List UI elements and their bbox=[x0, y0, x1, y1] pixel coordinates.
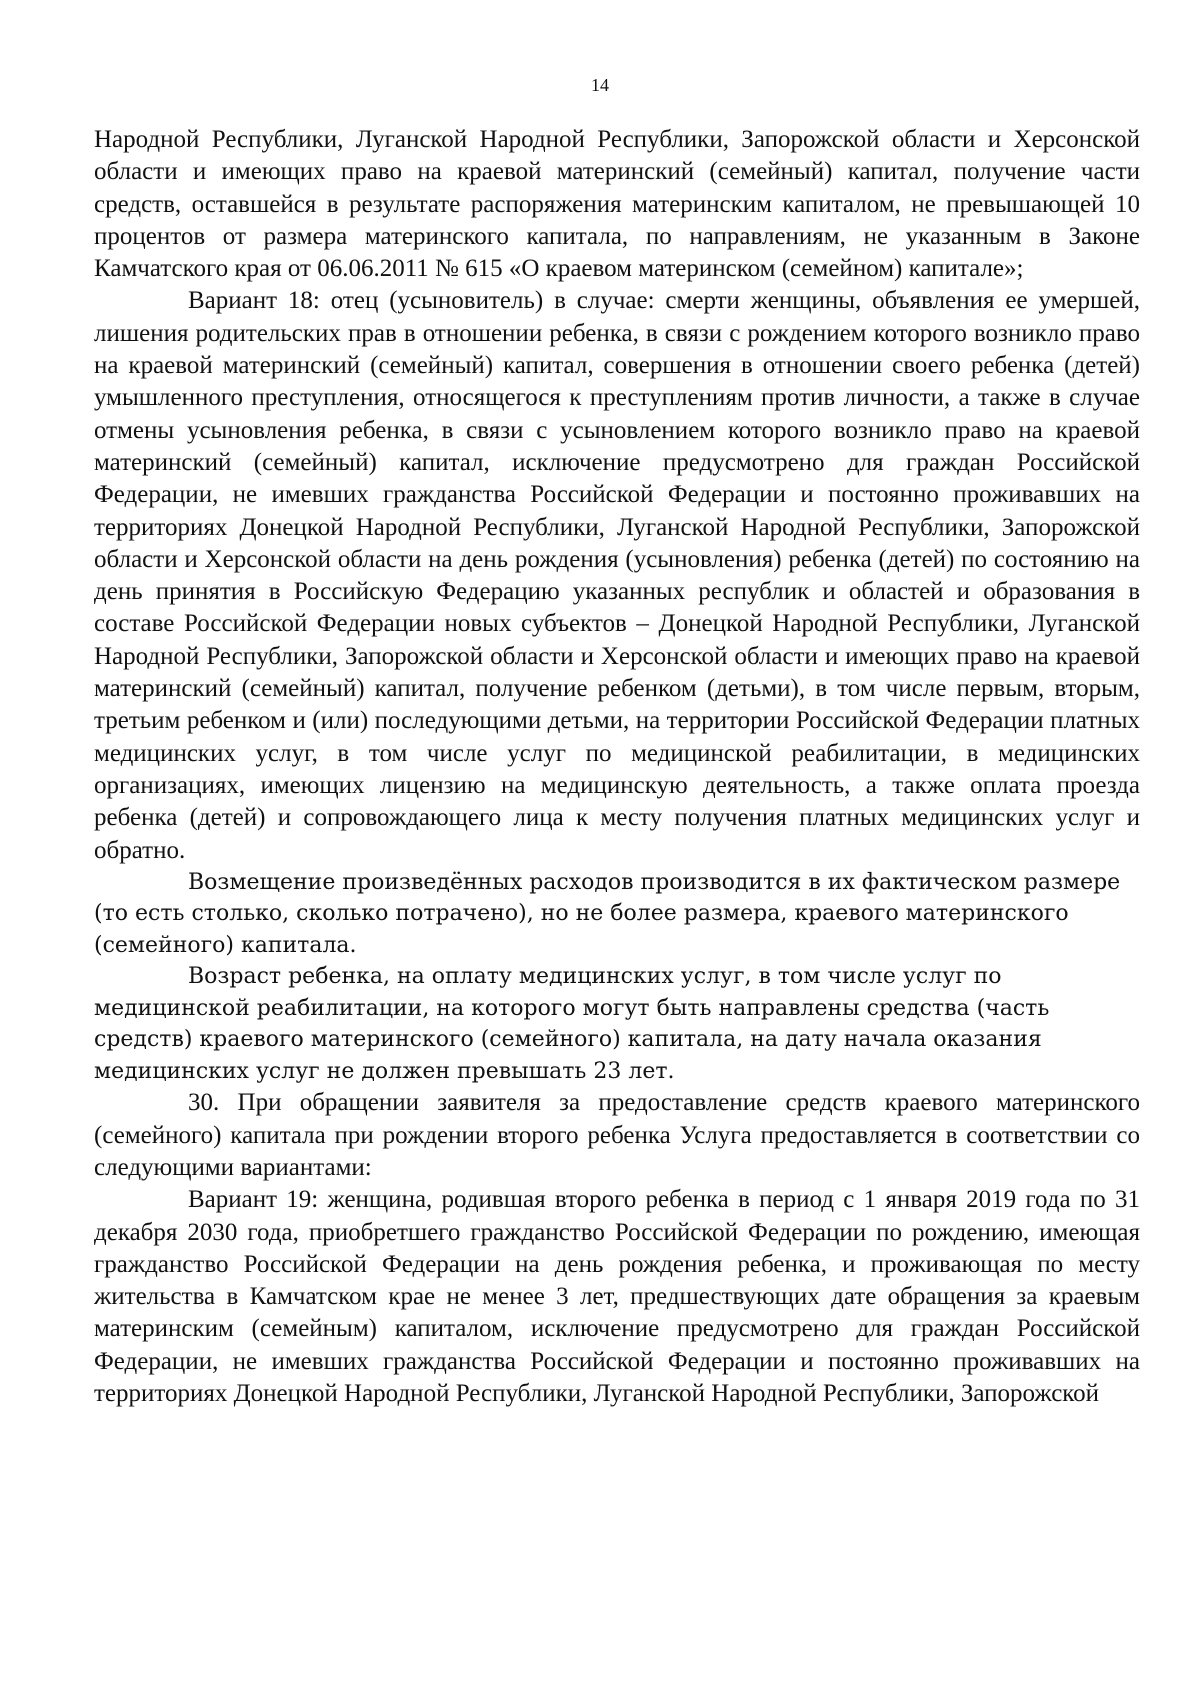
paragraph-continuation: Народной Республики, Луганской Народной Республики, Запорожской области и Херсонской области и имеющих право на краевой материнский (семейный) капитал, получение части средств, оставшейся в результате распоряжения материнским капиталом, не превышающей 10 процентов от размера материнского капитала, по направлениям, не указанным в Законе Камчатского края от 06.06.2011 № 615 «О краевом материнском (семейном) капитале»; bbox=[94, 126, 1140, 283]
document-body bbox=[94, 124, 1140, 1410]
page-number: 14 bbox=[591, 75, 609, 95]
paragraph-variant-19: Вариант 19: женщина, родившая второго ребенка в период с 1 января 2019 года по 31 декабря 2030 года, приобретшего гражданство Российской Федерации по рождению, имеющая гражданство Российской Федерации на день рождения ребенка, и проживающая по месту жительства в Камчатском крае не менее 3 лет, предшествующих дате обращения за краевым материнским (семейным) капиталом, исключение предусмотрено для граждан Российской Федерации, не имевших гражданства Российской Федерации и постоянно проживавших на территориях Донецкой Народной Республики, Луганской Народной Республики, Запорожской bbox=[94, 1186, 1140, 1407]
paragraph-reimbursement: Возмещение произведённых расходов производится в их фактическом размере (то есть столько, сколько потрачено), но не более размера, краевого материнского (семейного) капитала. bbox=[94, 869, 1121, 958]
paragraph-item-30: 30. При обращении заявителя за предоставление средств краевого материнского (семейного) капитала при рождении второго ребенка Услуга предоставляется в соответствии со следующими вариантами: bbox=[94, 1089, 1140, 1181]
paragraph-child-age: Возраст ребенка, на оплату медицинских услуг, в том числе услуг по медицинской реабилитации, на которого могут быть направлены средства (часть средств) краевого материнского (семейного) капитала, на дату начала оказания медицинских услуг не должен превышать 23 лет. bbox=[94, 964, 1050, 1084]
paragraph-variant-18: Вариант 18: отец (усыновитель) в случае: смерти женщины, объявления ее умершей, лишения родительских прав в отношении ребенка, в связи с рождением которого возникло право на краевой материнский (семейный) капитал, совершения в отношении своего ребенка (детей) умышленного преступления, относящегося к преступлениям против личности, а также в случае отмены усыновления ребенка, в связи с усыновлением которого возникло право на краевой материнский (семейный) капитал, исключение предусмотрено для граждан Российской Федерации, не имевших гражданства Российской Федерации и постоянно проживавших на территориях Донецкой Народной Республики, Луганской Народной Республики, Запорожской области и Херсонской области на день рождения (усыновления) ребенка (детей) по состоянию на день принятия в Российскую Федерацию указанных республик и областей и образования в составе Российской Федерации новых субъектов – Донецкой Народной Республики, Луганской Народной Республики, Запорожской области и Херсонской области и имеющих право на краевой материнский (семейный) капитал, получение ребенком (детьми), в том числе первым, вторым, третьим ребенком и (или) последующими детьми, на территории Российской Федерации платных медицинских услуг, в том числе услуг по медицинской реабилитации, в медицинских организациях, имеющих лицензию на медицинскую деятельность, а также оплата проезда ребенка (детей) и сопровождающего лица к месту получения платных медицинских услуг и обратно. bbox=[94, 287, 1140, 864]
